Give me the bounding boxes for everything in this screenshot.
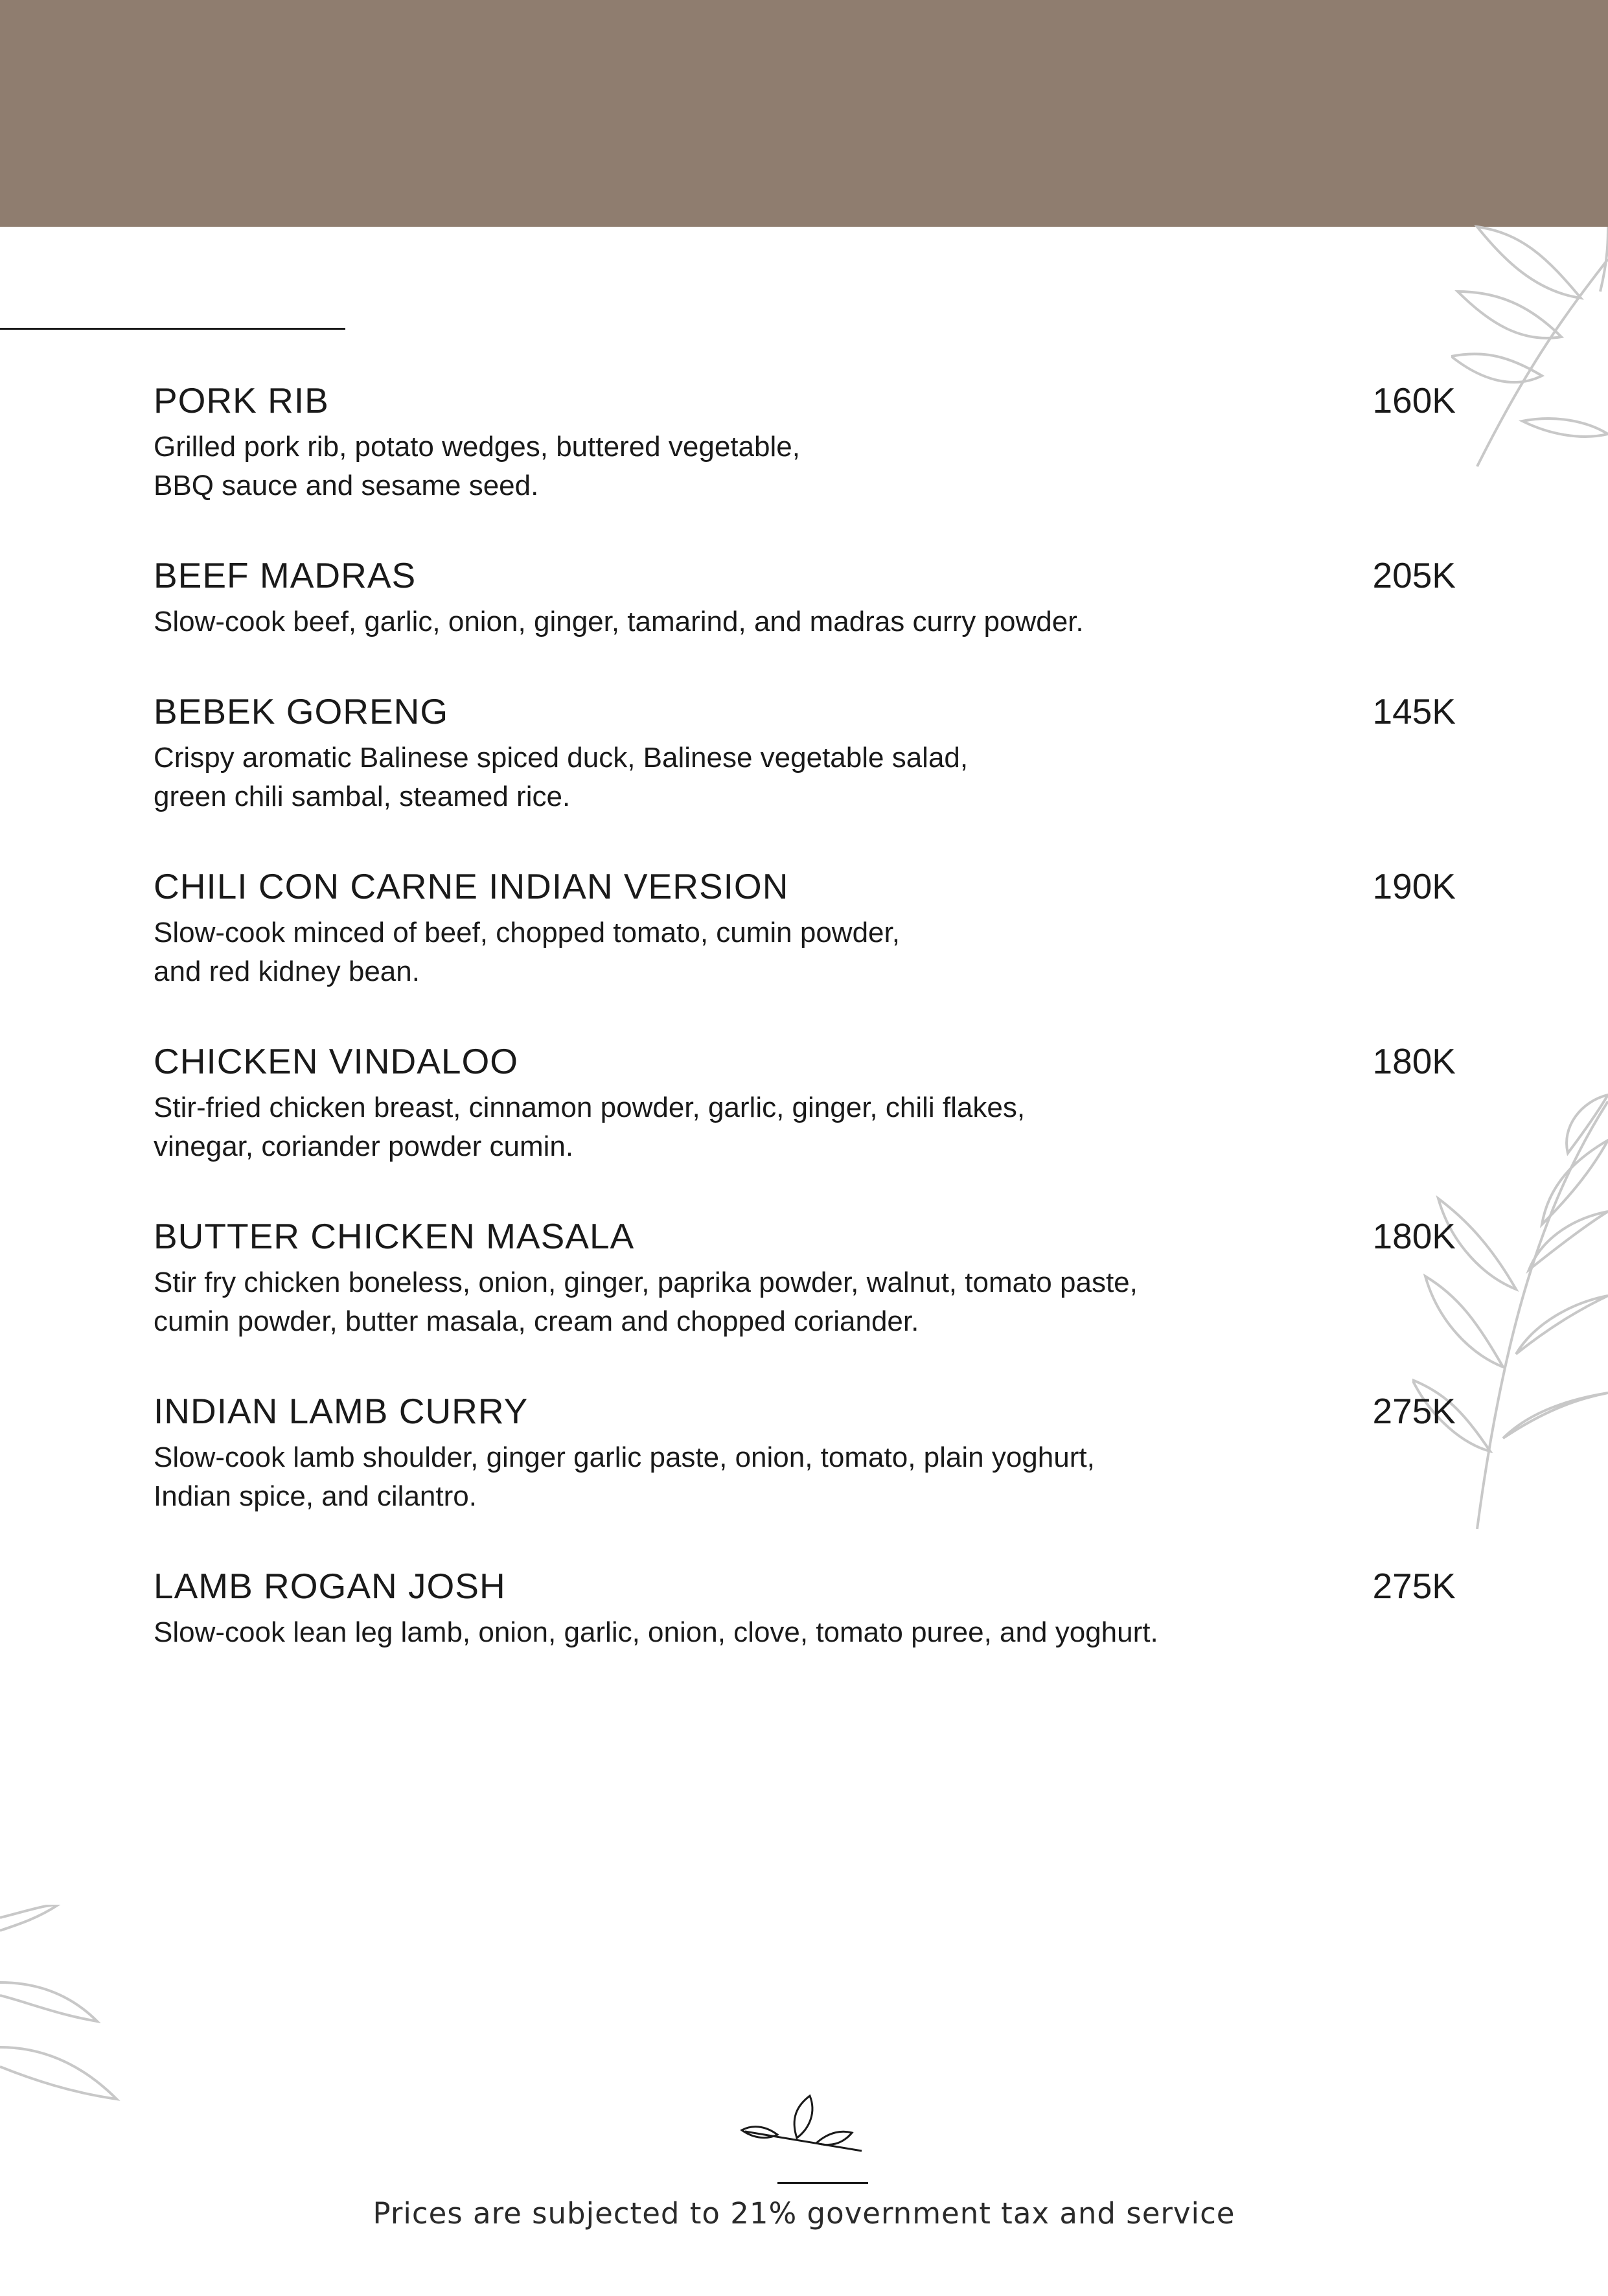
menu-item-name: PORK RIB xyxy=(154,380,329,420)
description-line: Slow-cook minced of beef, chopped tomato, cumin powder, xyxy=(154,917,900,948)
menu-item-name: CHILI CON CARNE INDIAN VERSION xyxy=(154,866,789,906)
menu-item-name: CHICKEN VINDALOO xyxy=(154,1041,519,1081)
menu-item-name: LAMB ROGAN JOSH xyxy=(154,1566,506,1606)
menu-item-name: BUTTER CHICKEN MASALA xyxy=(154,1216,635,1256)
header-divider xyxy=(0,328,345,330)
menu-item xyxy=(154,862,1456,991)
menu-item xyxy=(154,1386,1456,1516)
menu-item-price: 145K xyxy=(1372,691,1456,731)
leaf-branch-icon xyxy=(739,2093,868,2164)
menu-item-description xyxy=(154,739,1456,816)
footer-divider xyxy=(777,2182,868,2184)
menu-item-price: 190K xyxy=(1372,866,1456,906)
menu-item xyxy=(154,1037,1456,1166)
menu-item-description xyxy=(154,1263,1456,1341)
description-line: Slow-cook beef, garlic, onion, ginger, tamarind, and madras curry powder. xyxy=(154,606,1084,637)
menu-item-description xyxy=(154,1088,1456,1166)
description-line: cumin powder, butter masala, cream and chopped coriander. xyxy=(154,1305,919,1337)
menu-item xyxy=(154,1211,1456,1341)
menu-item-name: INDIAN LAMB CURRY xyxy=(154,1391,529,1431)
description-line: green chili sambal, steamed rice. xyxy=(154,781,571,812)
menu-item-name: BEEF MADRAS xyxy=(154,555,417,595)
menu-item-description xyxy=(154,1438,1456,1516)
description-line: vinegar, coriander powder cumin. xyxy=(154,1131,574,1162)
description-line: Slow-cook lean leg lamb, onion, garlic, onion, clove, tomato puree, and yoghurt. xyxy=(154,1616,1158,1648)
menu-list xyxy=(154,376,1456,1697)
menu-item-description xyxy=(154,428,1456,505)
menu-item-price: 180K xyxy=(1372,1216,1456,1256)
description-line: and red kidney bean. xyxy=(154,956,420,987)
menu-item-description xyxy=(154,1613,1456,1652)
description-line: BBQ sauce and sesame seed. xyxy=(154,470,539,501)
menu-item-price: 205K xyxy=(1372,555,1456,595)
leaf-sprig-top-right-icon xyxy=(1451,220,1608,479)
menu-item-price: 275K xyxy=(1372,1566,1456,1606)
description-line: Stir-fried chicken breast, cinnamon powder, garlic, ginger, chili flakes, xyxy=(154,1092,1026,1123)
menu-item-description xyxy=(154,603,1456,641)
menu-item-description xyxy=(154,913,1456,991)
description-line: Stir fry chicken boneless, onion, ginger, paprika powder, walnut, tomato paste, xyxy=(154,1267,1138,1298)
leaf-sprig-bottom-left-icon xyxy=(0,1905,130,2112)
menu-item-price: 275K xyxy=(1372,1391,1456,1431)
tax-service-note: Prices are subjected to 21% government tax and service xyxy=(373,2196,1235,2231)
header-band xyxy=(0,0,1608,227)
description-line: Slow-cook lamb shoulder, ginger garlic paste, onion, tomato, plain yoghurt, xyxy=(154,1441,1095,1473)
description-line: Grilled pork rib, potato wedges, buttered vegetable, xyxy=(154,431,800,463)
menu-item-name: BEBEK GORENG xyxy=(154,691,449,731)
menu-item xyxy=(154,1561,1456,1652)
menu-item xyxy=(154,376,1456,505)
menu-item xyxy=(154,687,1456,816)
menu-item-price: 160K xyxy=(1372,380,1456,420)
description-line: Indian spice, and cilantro. xyxy=(154,1480,477,1512)
description-line: Crispy aromatic Balinese spiced duck, Balinese vegetable salad, xyxy=(154,742,969,774)
menu-item xyxy=(154,551,1456,641)
menu-item-price: 180K xyxy=(1372,1041,1456,1081)
